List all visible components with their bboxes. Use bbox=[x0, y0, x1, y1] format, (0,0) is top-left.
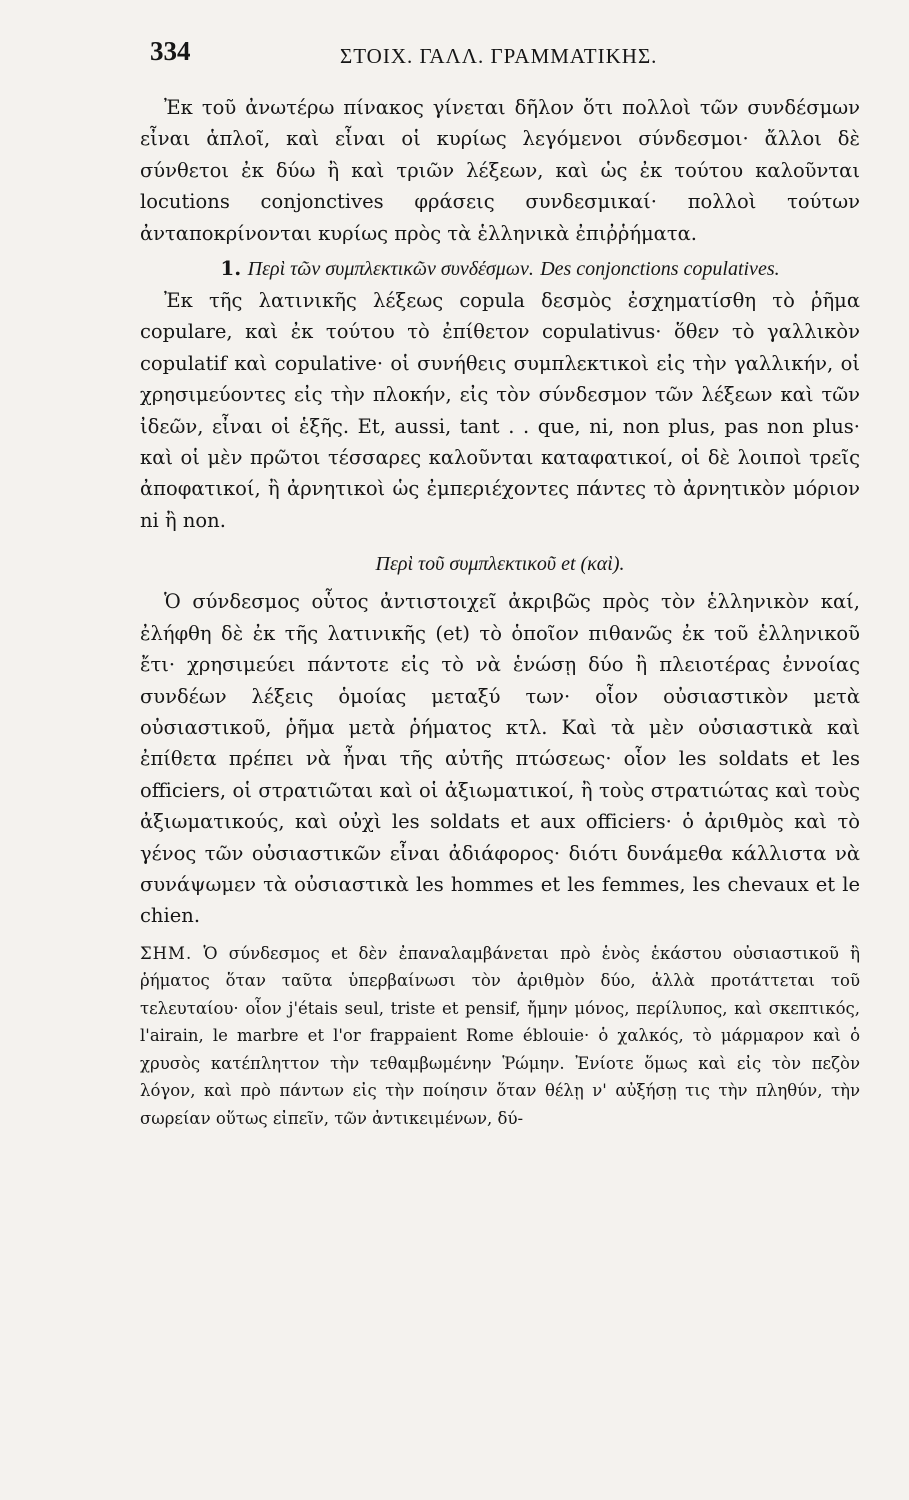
intro-paragraph: Ἐκ τοῦ ἀνωτέρω πίνακος γίνεται δῆλον ὅτι πολλοὶ τῶν συνδέσμων εἶναι ἁπλοῖ, καὶ εἶναι οἱ κυρίως λεγόμενοι σύνδεσμοι· ἄλλοι δὲ σύνθετοι ἐκ δύω ἢ καὶ τριῶν λέξεων, καὶ ὡς ἐκ τούτου καλοῦνται locutions conjonctives φράσεις συνδεσμικαί· πολλοὶ τούτων ἀνταποκρίνονται κυρίως πρὸς τὰ ἑλληνικὰ ἐπιῤῥήματα. bbox=[140, 96, 860, 245]
note-paragraph bbox=[140, 940, 860, 1133]
copula-paragraph: Ἐκ τῆς λατινικῆς λέξεως copula δεσμὸς ἐσχηματίσθη τὸ ῥῆμα copulare, καὶ ἐκ τούτου τὸ ἐπίθετον copulativus· ὅθεν τὸ γαλλικὸν copulatif καὶ copulative· οἱ συνήθεις συμπλεκτικοὶ εἰς τὴν γαλλικήν, οἱ χρησιμεύοντες εἰς τὴν πλοκήν, εἰς τὸν σύνδεσμον τῶν λέξεων καὶ τῶν ἰδεῶν, εἶναι οἱ ἑξῆς. Et, aussi, tant . . que, ni, non plus, pas non plus· καὶ οἱ μὲν πρῶτοι τέσσαρες καλοῦνται καταφατικοί, οἱ δὲ λοιποὶ τρεῖς ἀποφατικοί, ἢ ἀρνητικοὶ ὡς ἐμπεριέχοντες πάντες τὸ ἀρνητικὸν μόριον ni ἢ non. bbox=[140, 289, 860, 532]
section-number: 1. bbox=[220, 256, 242, 281]
section-heading bbox=[140, 253, 860, 285]
et-paragraph: Ὁ σύνδεσμος οὗτος ἀντιστοιχεῖ ἀκριβῶς πρὸς τὸν ἑλληνικὸν καί, ἐλήφθη δὲ ἐκ τῆς λατινικῆς (et) τὸ ὁποῖον πιθανῶς ἐκ τοῦ ἑλληνικοῦ ἔτι· χρησιμεύει πάντοτε εἰς τὸ νὰ ἑνώσῃ δύο ἢ πλειοτέρας ἐννοίας συνδέων λέξεις ὁμοίας μεταξύ των· οἷον οὐσιαστικὸν μετὰ οὐσιαστικοῦ, ῥῆμα μετὰ ῥήματος κτλ. Καὶ τὰ μὲν οὐσιαστικὰ καὶ ἐπίθετα πρέπει νὰ ἦναι τῆς αὐτῆς πτώσεως· οἷον les soldats et les officiers, οἱ στρατιῶται καὶ οἱ ἀξιωματικοί, ἢ τοὺς στρατιώτας καὶ τοὺς ἀξιωματικούς, καὶ οὐχὶ les soldats et aux officiers· ὁ ἀριθμὸς καὶ τὸ γένος τῶν οὐσιαστικῶν εἶναι ἀδιάφορος· διότι δυνάμεθα κάλλιστα νὰ συνάψωμεν τὰ οὐσιαστικὰ les hommes et les femmes, les chevaux et le chien. bbox=[140, 590, 860, 928]
section-title-greek: Περὶ τῶν συμπλεκτικῶν συνδέσμων. bbox=[247, 258, 534, 281]
note-text: Ὁ σύνδεσμος et δὲν ἐπαναλαμβάνεται πρὸ ἑνὸς ἑκάστου οὐσιαστικοῦ ἢ ῥήματος ὅταν ταῦτα ὑπερβαίνωσι τὸν ἀριθμὸν δύο, ἀλλὰ προτάττεται τοῦ τελευταίου· οἷον j'étais seul, triste et pensif, ἤμην μόνος, περίλυπος, καὶ σκεπτικός, l'airain, le marbre et l'or frappaient Rome éblouie· ὁ χαλκός, τὸ μάρμαρον καὶ ὁ χρυσὸς κατέπληττον τὴν τεθαμβωμένην Ῥώμην. Ἐνίοτε ὅμως καὶ εἰς τὸν πεζὸν λόγον, καὶ πρὸ πάντων εἰς τὴν ποίησιν ὅταν θέλῃ ν' αὐξήσῃ τις τὴν πληθύν, τὴν σωρείαν οὕτως εἰπεῖν, τῶν ἀντικειμένων, δύ- bbox=[140, 943, 860, 1128]
page-body bbox=[140, 92, 860, 1132]
running-head: ΣΤΟΙΧ. ΓΑΛΛ. ΓΡΑΜΜΑΤΙΚΗΣ. bbox=[340, 44, 658, 68]
section-title-french: Des conjonctions copulatives. bbox=[540, 258, 780, 281]
note-label: ΣΗΜ. bbox=[140, 943, 193, 963]
page-number: 334 bbox=[150, 36, 191, 66]
page-header bbox=[0, 36, 909, 86]
subsection-heading: Περὶ τοῦ συμπλεκτικοῦ et (καὶ). bbox=[375, 553, 625, 576]
